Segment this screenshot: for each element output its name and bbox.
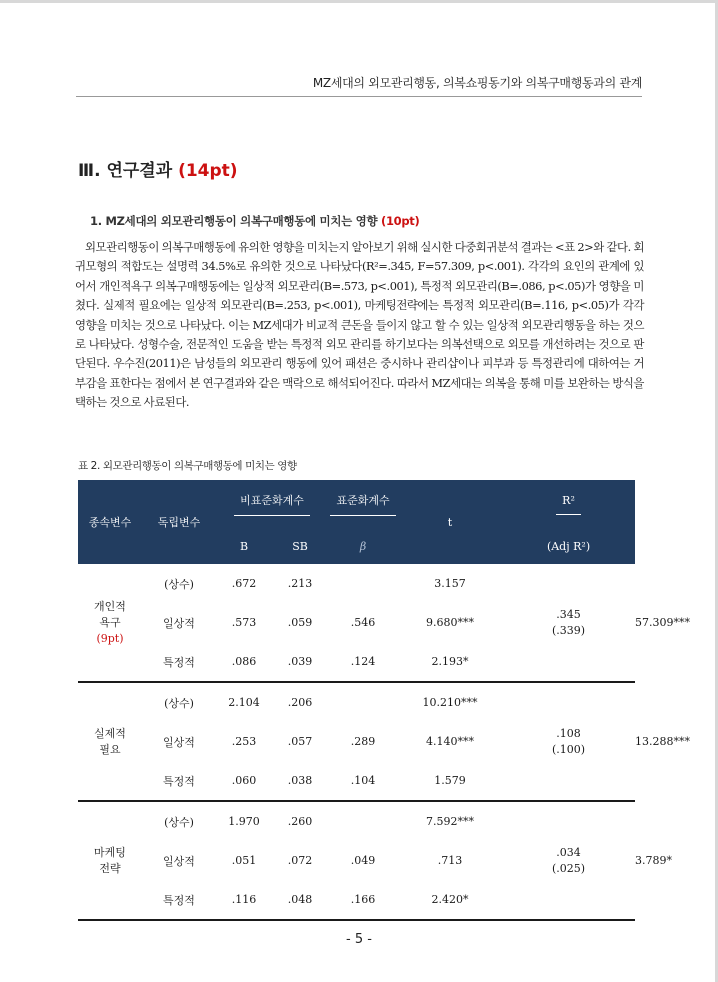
b-cell: 1.970 [228, 815, 260, 828]
header-unstandardized [216, 480, 328, 528]
r2-value: .034 [556, 845, 581, 859]
sb-cell: .213 [287, 577, 313, 590]
b-cell: .253 [231, 735, 257, 748]
table-row: 실제적 필요 (상수) 2.104 .206 10.210*** .108 (.100) 13.288*** [78, 682, 635, 722]
independent-cell: 일상적 [163, 854, 195, 868]
t-cell: 4.140*** [426, 735, 475, 748]
running-head: MZ세대의 외모관리행동, 의복쇼핑동기와 의복구매행동과의 관계 [312, 76, 642, 90]
beta-cell: .124 [328, 642, 398, 682]
sb-cell: .260 [287, 815, 313, 828]
independent-cell: 특정적 [142, 880, 216, 920]
beta-cell [328, 801, 398, 841]
header-t: t [447, 515, 453, 529]
sb-cell: .038 [272, 761, 328, 801]
independent-cell: 특정적 [142, 761, 216, 801]
t-cell: 2.193* [398, 642, 502, 682]
beta-cell: .289 [350, 735, 376, 748]
header-independent: 독립변수 [157, 516, 201, 529]
subsection-title-text: 1. MZ세대의 외모관리행동이 의복구매행동에 미치는 영향 [90, 214, 378, 228]
b-cell: .060 [216, 761, 272, 801]
r2-cell [502, 801, 635, 920]
beta-cell: .049 [350, 854, 376, 867]
adj-r2-value: (.025) [551, 861, 586, 875]
sb-cell: .039 [272, 642, 328, 682]
dependent-label-line: 실제적 [94, 726, 126, 740]
adj-r2-value: (.100) [551, 742, 586, 756]
regression-table-wrapper [78, 480, 691, 921]
regression-table [78, 480, 691, 921]
beta-cell: .166 [328, 880, 398, 920]
header-r2 [502, 480, 635, 528]
dependent-label-line: 전략 [99, 861, 121, 875]
b-cell: .672 [231, 577, 257, 590]
sb-cell: .048 [272, 880, 328, 920]
dependent-label-line: 개인적 [94, 599, 126, 613]
r2-cell [502, 564, 635, 682]
r2-cell [502, 682, 635, 801]
dependent-label-line: 마케팅 [94, 845, 126, 859]
header-standardized-label: 표준화계수 [330, 492, 395, 516]
header-sb: SB [292, 539, 308, 553]
t-cell: 9.680*** [426, 616, 475, 629]
independent-cell: (상수) [164, 815, 194, 829]
dependent-variable-cell [78, 682, 142, 801]
header-dependent: 종속변수 [88, 516, 132, 529]
dependent-label-line: 욕구 [99, 615, 121, 629]
body-paragraph-text: 외모관리행동이 의복구매행동에 유의한 영향을 미치는지 알아보기 위해 실시한 다중회귀분석 결과는 <표 2>와 같다. 회귀모형의 적합도는 설명력 34.5%로 유의한 것으로 나타났다(R²=.345, F=57.309, p<.001). 각각의 요인의 관계에 있어서 개인적욕구 의복구매행동에는 일상적 외모관리(B=.573, p<.001), 특정적 외모관리(B=.086, p<.05)가 영향을 미쳤다. 실제적 필요에는 일상적 외모관리(B=.253, p<.001), 마케팅전략에는 특정적 외모관리(B=.116, p<.05)가 각각 영향을 미치는 것으로 나타났다. 이는 MZ세대가 비교적 큰돈을 들이지 않고 할 수 있는 일상적 외모관리행동을 하는 것으로 나타났다. 성형수술, 전문적인 도움을 받는 특정적 외모 관리를 하기보다는 의복선택으로 외모를 개선하려는 것으로 판단된다. 우수진(2011)은 남성들의 외모관리 행동에 있어 패션은 중시하나 관리샵이나 피부과 등 특정관리에 대하여는 거부감을 표한다는 점에서 본 연구결과와 같은 맥락으로 해석되어진다. 따라서 MZ세대는 의복을 통해 미를 보완하는 방식을 택하는 것으로 사료된다. [75, 240, 644, 410]
header-standardized [328, 480, 398, 528]
sb-cell: .059 [287, 616, 313, 629]
t-cell: 1.579 [398, 761, 502, 801]
independent-cell: 일상적 [163, 616, 195, 630]
beta-cell [328, 682, 398, 722]
page-number: - 5 - [346, 932, 372, 947]
page-edge-top [0, 0, 718, 3]
header-r2-label: R² [556, 494, 581, 515]
beta-cell: .104 [328, 761, 398, 801]
body-paragraph [75, 238, 644, 413]
t-cell: 10.210*** [422, 696, 478, 709]
dependent-variable-cell [78, 564, 142, 682]
subsection-title [90, 213, 419, 229]
section-title-text: Ⅲ. 연구결과 [78, 161, 173, 181]
header-unstandardized-label: 비표준화계수 [234, 492, 310, 516]
t-cell: 3.157 [434, 577, 466, 590]
independent-cell: 특정적 [142, 642, 216, 682]
table-header-row-1: 종속변수 독립변수 비표준화계수 표준화계수 t R² F [78, 480, 635, 528]
r2-value: .345 [556, 607, 581, 621]
t-cell: 2.420* [398, 880, 502, 920]
dependent-size-note: (9pt) [96, 631, 124, 645]
b-cell: .051 [231, 854, 257, 867]
b-cell: .573 [231, 616, 257, 629]
independent-cell: (상수) [164, 696, 194, 710]
b-cell: 2.104 [228, 696, 260, 709]
sb-cell: .206 [287, 696, 313, 709]
independent-cell: (상수) [164, 577, 194, 591]
header-beta: β [359, 539, 367, 553]
dependent-variable-cell [78, 801, 142, 920]
table-caption: 표 2. 외모관리행동이 의복구매행동에 미치는 영향 [78, 460, 297, 472]
sb-cell: .057 [287, 735, 313, 748]
b-cell: .086 [216, 642, 272, 682]
dependent-label-line: 필요 [99, 742, 121, 756]
section-size-note: (14pt) [178, 161, 238, 181]
table-row: 마케팅 전략 (상수) 1.970 .260 7.592*** .034 (.025) 3.789* [78, 801, 635, 841]
beta-cell: .546 [350, 616, 376, 629]
b-cell: .116 [216, 880, 272, 920]
section-title [78, 156, 238, 181]
adj-r2-value: (.339) [551, 623, 586, 637]
beta-cell [328, 564, 398, 603]
r2-value: .108 [556, 726, 581, 740]
header-b: B [239, 539, 249, 553]
subsection-size-note: (10pt) [381, 214, 420, 228]
t-cell: .713 [437, 854, 463, 867]
independent-cell: 일상적 [163, 735, 195, 749]
table-row: 개인적 욕구 (9pt) (상수) .672 .213 3.157 .345 (.339) 57.309*** [78, 564, 635, 603]
header-adj-r2: (Adj R²) [546, 539, 591, 553]
t-cell: 7.592*** [426, 815, 475, 828]
sb-cell: .072 [287, 854, 313, 867]
header-rule [76, 96, 642, 97]
